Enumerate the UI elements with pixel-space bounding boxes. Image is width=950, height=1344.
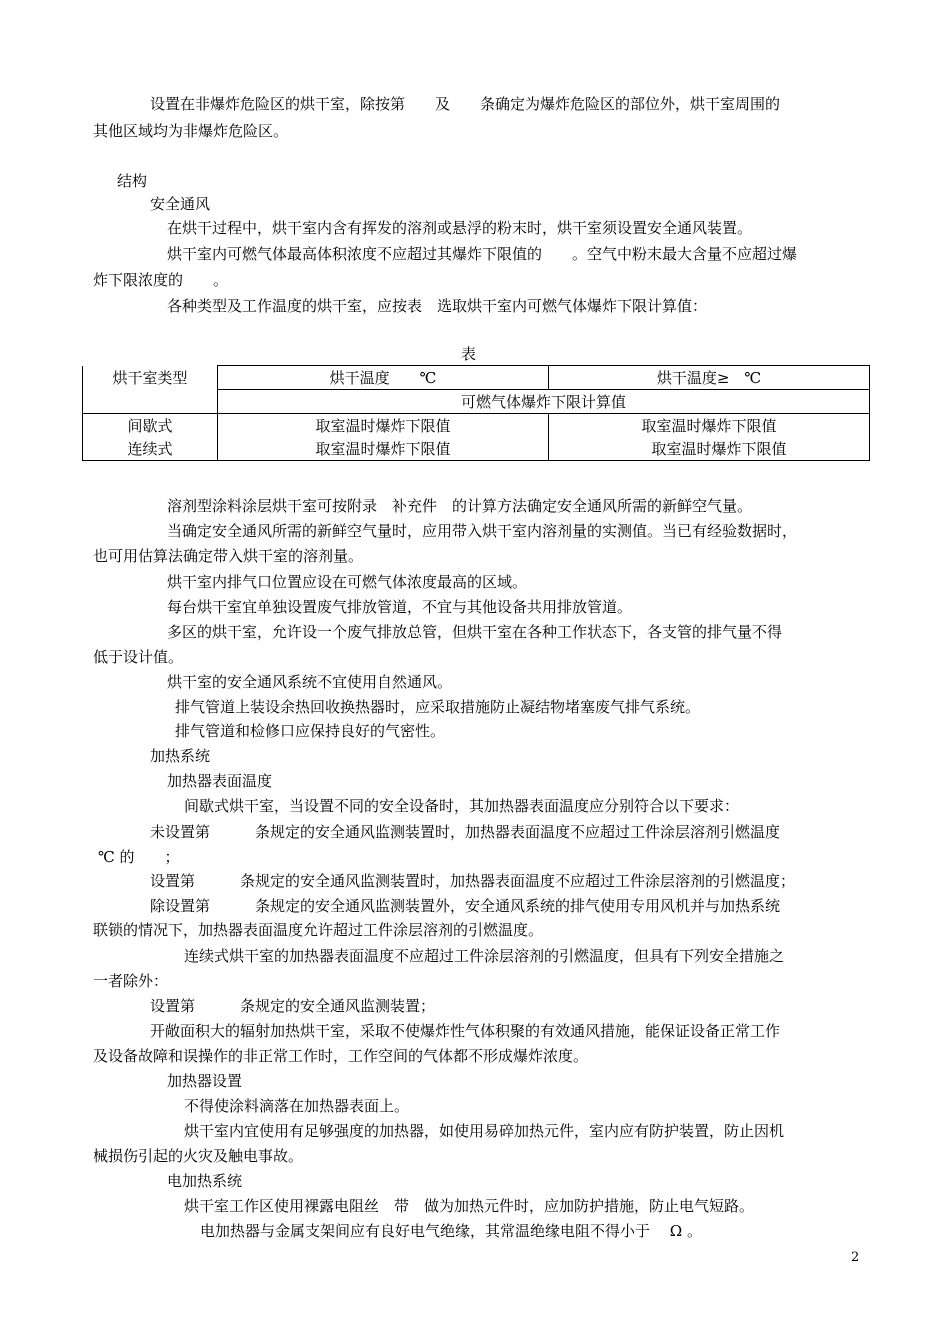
- body-17: 联锁的情况下，加热器表面温度允许超过工件涂层溶剂的引燃温度。: [93, 921, 544, 939]
- body-21: 开敞面积大的辐射加热烘干室，采取不使爆炸性气体积聚的有效通风措施，能保证设备正常工作: [150, 1022, 781, 1040]
- page-number: 2: [851, 1250, 860, 1265]
- body-14: ℃ 的 ；: [98, 848, 180, 866]
- body-6: 低于设计值。: [93, 648, 184, 666]
- subsection-heading-heater-setup: 加热器设置: [167, 1072, 243, 1090]
- section-heading-structure: 结构: [117, 172, 148, 190]
- line-7: 各种类型及工作温度的烘干室，应按表 选取烘干室内可燃气体爆炸下限计算值：: [167, 297, 708, 315]
- row-low: 取室温时爆炸下限值: [218, 437, 549, 461]
- body-19: 一者除外：: [93, 972, 169, 990]
- body-7: 烘干室的安全通风系统不宜使用自然通风。: [167, 673, 453, 691]
- body-13: 未设置第 条规定的安全通风监测装置时，加热器表面温度不应超过工件涂层溶剂引燃温度: [150, 823, 781, 841]
- section-heading-heating: 加热系统: [150, 747, 211, 765]
- body-29: 电加热器与金属支架间应有良好电气绝缘，其常温绝缘电阻不得小于 Ω 。: [200, 1222, 702, 1240]
- body-8: 排气管道上装设余热回收换热器时，应采取措施防止凝结物堵塞废气排气系统。: [175, 698, 701, 716]
- row-type: 连续式: [83, 437, 218, 461]
- line-1: 其他区域均为非爆炸危险区。: [93, 122, 289, 140]
- body-4: 每台烘干室宜单独设置废气排放管道，不宜与其他设备共用排放管道。: [167, 598, 633, 616]
- subsection-heading-surface-temp: 加热器表面温度: [167, 772, 273, 790]
- row-high: 取室温时爆炸下限值: [549, 414, 870, 438]
- table-caption: 表: [461, 345, 477, 363]
- subsection-heading-electric-heating: 电加热系统: [167, 1172, 243, 1190]
- line-0: 设置在非爆炸危险区的烘干室，除按第 及 条确定为爆炸危险区的部位外，烘干室周围的: [150, 95, 781, 113]
- line-4: 在烘干过程中，烘干室内含有挥发的溶剂或悬浮的粉末时，烘干室须设置安全通风装置。: [167, 219, 753, 237]
- row-low: 取室温时爆炸下限值: [218, 414, 549, 438]
- explosion-limit-table: [82, 365, 870, 461]
- body-9: 排气管道和检修口应保持良好的气密性。: [175, 722, 446, 740]
- body-2: 也可用估算法确定带入烘干室的溶剂量。: [93, 547, 364, 565]
- header-oven-type: 烘干室类型: [83, 366, 218, 390]
- header-temp-low: 烘干温度 ℃: [218, 366, 549, 390]
- header-oven-type-cont: [83, 390, 218, 414]
- body-26: 械损伤引起的火灾及触电事故。: [93, 1147, 304, 1165]
- body-25: 烘干室内宜使用有足够强度的加热器，如使用易碎加热元件，室内应有防护装置，防止因机: [184, 1122, 785, 1140]
- body-15: 设置第 条规定的安全通风监测装置时，加热器表面温度不应超过工件涂层溶剂的引燃温度；: [150, 872, 796, 890]
- body-3: 烘干室内排气口位置应设在可燃气体浓度最高的区域。: [167, 573, 528, 591]
- body-22: 及设备故障和误操作的非正常工作时，工作空间的气体都不形成爆炸浓度。: [93, 1047, 589, 1065]
- body-28: 烘干室工作区使用裸露电阻丝 带 做为加热元件时，应加防护措施，防止电气短路。: [184, 1197, 755, 1215]
- body-5: 多区的烘干室，允许设一个废气排放总管，但烘干室在各种工作状态下，各支管的排气量不得: [167, 623, 783, 641]
- line-5: 烘干室内可燃气体最高体积浓度不应超过其爆炸下限值的 。空气中粉末最大含量不应超过爆: [167, 245, 798, 263]
- row-high: 取室温时爆炸下限值: [549, 437, 870, 461]
- body-24: 不得使涂料滴落在加热器表面上。: [184, 1097, 410, 1115]
- body-1: 当确定安全通风所需的新鲜空气量时，应用带入烘干室内溶剂量的实测值。当已有经验数据时，: [167, 522, 798, 540]
- body-18: 连续式烘干室的加热器表面温度不应超过工件涂层溶剂的引燃温度，但具有下列安全措施之: [184, 947, 785, 965]
- body-20: 设置第 条规定的安全通风监测装置；: [150, 997, 436, 1015]
- line-6: 炸下限浓度的 。: [93, 271, 229, 289]
- body-16: 除设置第 条规定的安全通风监测装置外，安全通风系统的排气使用专用风机并与加热系统: [150, 897, 781, 915]
- row-type: 间歇式: [83, 414, 218, 438]
- header-temp-high: 烘干温度≥ ℃: [549, 366, 870, 390]
- body-0: 溶剂型涂料涂层烘干室可按附录 补充件 的计算方法确定安全通风所需的新鲜空气量。: [167, 497, 753, 515]
- subsection-heading-ventilation: 安全通风: [150, 195, 211, 213]
- body-12: 间歇式烘干室，当设置不同的安全设备时，其加热器表面温度应分别符合以下要求：: [184, 797, 740, 815]
- header-sub: 可燃气体爆炸下限计算值: [218, 390, 870, 414]
